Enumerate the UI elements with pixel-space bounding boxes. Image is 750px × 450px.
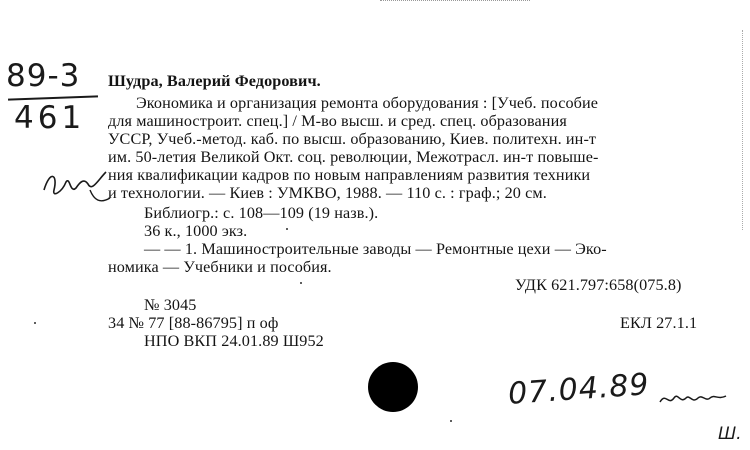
card-number: № 3045 [144,296,197,314]
subject-line-2: номика — Учебники и пособия. [108,258,332,276]
title-line-6: и технологии. — Киев : УМКВО, 1988. — 110 с. : граф.; 20 см. [108,184,547,202]
bibliography-note: Библиогр.: с. 108—109 (19 назв.). [144,204,379,222]
npo-line: НПО ВКП 24.01.89 Ш952 [144,332,324,350]
corner-handwritten-mark: Ш. [718,424,742,444]
card-punch-hole [368,362,418,412]
handwritten-date: 07.04.89 [506,367,651,412]
price-run: 36 к., 1000 экз. [144,222,248,240]
top-edge-rule [380,0,530,1]
handwritten-shelf-code-top: 89-3 [6,58,81,94]
ink-speck [300,282,302,284]
subject-line-1: — — 1. Машиностроительные заводы — Ремонтные цехи — Эко- [144,240,607,258]
ink-speck [34,322,36,324]
title-line-4: им. 50-летия Великой Окт. соц. революции, Межотрасл. ин-т повыше- [108,148,599,166]
title-line-2: для машиностроит. спец.] / М-во высш. и сред. спец. образования [108,112,567,130]
author-heading: Шудра, Валерий Федорович. [108,72,321,90]
right-edge-mark [742,30,745,230]
ekl-code: ЕКЛ 27.1.1 [620,314,698,332]
order-line: 34 № 77 [88-86795] п оф [108,314,279,332]
udc-code: УДК 621.797:658(075.8) [515,276,682,294]
title-line-5: ния квалификации кадров по новым направлениям развития техники [108,166,591,184]
ink-speck [286,228,288,230]
handwritten-shelf-code-bottom: 461 [14,100,86,136]
title-line-3: УССР, Учеб.-метод. каб. по высш. образованию, Киев. политехн. ин-т [108,130,597,148]
handwritten-initials [658,386,728,410]
ink-speck [450,420,452,422]
title-line-1: Экономика и организация ремонта оборудования : [Учеб. пособие [136,94,599,112]
